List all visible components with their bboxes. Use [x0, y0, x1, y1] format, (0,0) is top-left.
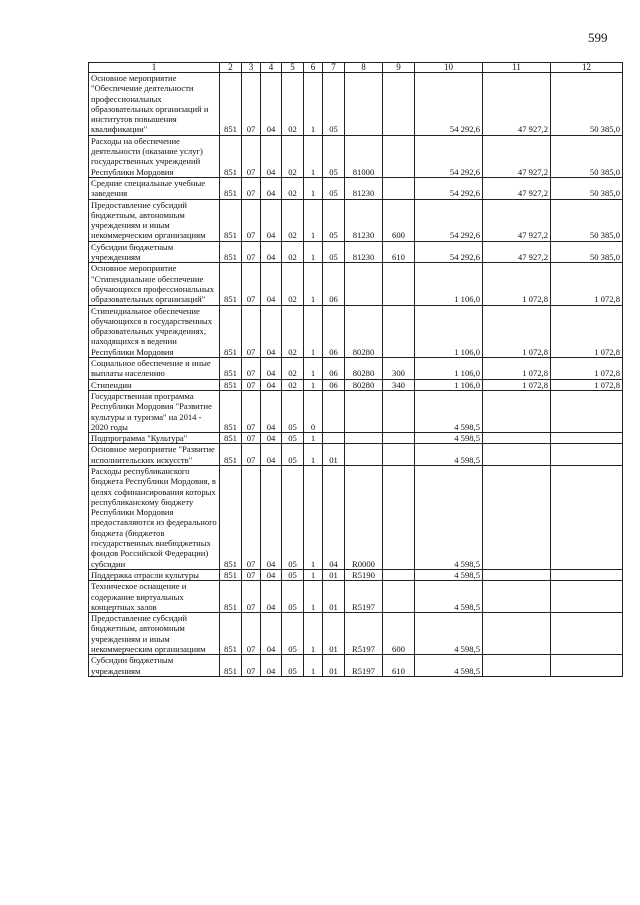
- subprogram-cell: 0: [304, 390, 323, 432]
- direction-cell: [345, 433, 383, 444]
- subsection-cell: 04: [261, 569, 282, 580]
- column-header: 9: [383, 63, 415, 73]
- row-name-cell: Субсидии бюджетным учреждениям: [89, 655, 220, 677]
- expense-type-cell: [383, 73, 415, 136]
- program-cell: 02: [282, 73, 304, 136]
- subprogram-cell: 1: [304, 263, 323, 305]
- direction-cell: R5197: [345, 655, 383, 677]
- subprogram-cell: 1: [304, 73, 323, 136]
- amount-2020-cell: 50 385,0: [551, 241, 623, 263]
- subprogram-cell: 1: [304, 569, 323, 580]
- amount-2018-cell: 1 106,0: [415, 379, 483, 390]
- table-row: [89, 613, 623, 655]
- row-name-cell: Социальное обеспечение и иные выплаты населению: [89, 358, 220, 380]
- expense-type-cell: [383, 305, 415, 357]
- table-body: [89, 73, 623, 677]
- direction-cell: R5197: [345, 613, 383, 655]
- program-cell: 02: [282, 135, 304, 177]
- subsection-cell: 04: [261, 358, 282, 380]
- table-row: [89, 465, 623, 569]
- amount-2019-cell: [483, 581, 551, 613]
- column-header: 6: [304, 63, 323, 73]
- amount-2018-cell: 4 598,5: [415, 613, 483, 655]
- event-cell: 06: [323, 305, 345, 357]
- grbs-cell: 851: [220, 390, 242, 432]
- column-header: 8: [345, 63, 383, 73]
- amount-2019-cell: 47 927,2: [483, 135, 551, 177]
- grbs-cell: 851: [220, 613, 242, 655]
- subprogram-cell: 1: [304, 613, 323, 655]
- row-name-cell: Поддержка отрасли культуры: [89, 569, 220, 580]
- event-cell: 01: [323, 613, 345, 655]
- row-name-cell: Основное мероприятие "Обеспечение деятельности профессиональных образовательных организаций и институтов повышения квалификации": [89, 73, 220, 136]
- amount-2020-cell: [551, 465, 623, 569]
- subprogram-cell: 1: [304, 305, 323, 357]
- expense-type-cell: [383, 135, 415, 177]
- expense-type-cell: 300: [383, 358, 415, 380]
- amount-2018-cell: 54 292,6: [415, 177, 483, 199]
- table-row: [89, 379, 623, 390]
- section-cell: 07: [242, 465, 261, 569]
- amount-2019-cell: 47 927,2: [483, 241, 551, 263]
- section-cell: 07: [242, 379, 261, 390]
- direction-cell: R5190: [345, 569, 383, 580]
- direction-cell: R0000: [345, 465, 383, 569]
- subprogram-cell: 1: [304, 433, 323, 444]
- expense-type-cell: 600: [383, 613, 415, 655]
- amount-2018-cell: 1 106,0: [415, 263, 483, 305]
- amount-2020-cell: 50 385,0: [551, 177, 623, 199]
- amount-2020-cell: [551, 390, 623, 432]
- section-cell: 07: [242, 444, 261, 466]
- event-cell: 06: [323, 379, 345, 390]
- amount-2019-cell: 47 927,2: [483, 199, 551, 241]
- amount-2018-cell: 54 292,6: [415, 199, 483, 241]
- header-row: [89, 63, 623, 73]
- row-name-cell: Предоставление субсидий бюджетным, автономным учреждениям и иным некоммерческим организациям: [89, 199, 220, 241]
- amount-2019-cell: [483, 613, 551, 655]
- subsection-cell: 04: [261, 655, 282, 677]
- amount-2019-cell: [483, 569, 551, 580]
- amount-2020-cell: 1 072,8: [551, 263, 623, 305]
- event-cell: 05: [323, 177, 345, 199]
- grbs-cell: 851: [220, 444, 242, 466]
- grbs-cell: 851: [220, 379, 242, 390]
- amount-2020-cell: [551, 444, 623, 466]
- direction-cell: 81230: [345, 241, 383, 263]
- amount-2018-cell: 1 106,0: [415, 358, 483, 380]
- amount-2018-cell: 4 598,5: [415, 569, 483, 580]
- column-header: 12: [551, 63, 623, 73]
- subsection-cell: 04: [261, 444, 282, 466]
- amount-2019-cell: 1 072,8: [483, 358, 551, 380]
- expense-type-cell: [383, 433, 415, 444]
- amount-2018-cell: 4 598,5: [415, 581, 483, 613]
- column-header: 3: [242, 63, 261, 73]
- program-cell: 02: [282, 305, 304, 357]
- program-cell: 05: [282, 465, 304, 569]
- table-row: [89, 569, 623, 580]
- row-name-cell: Стипендиальное обеспечение обучающихся в государственных образовательных учреждениях, находящихся в ведении Республики Мордовия: [89, 305, 220, 357]
- grbs-cell: 851: [220, 358, 242, 380]
- subprogram-cell: 1: [304, 655, 323, 677]
- amount-2020-cell: [551, 569, 623, 580]
- row-name-cell: Стипендии: [89, 379, 220, 390]
- table-row: [89, 199, 623, 241]
- grbs-cell: 851: [220, 655, 242, 677]
- direction-cell: [345, 263, 383, 305]
- amount-2019-cell: [483, 444, 551, 466]
- section-cell: 07: [242, 613, 261, 655]
- table-row: [89, 263, 623, 305]
- subsection-cell: 04: [261, 177, 282, 199]
- grbs-cell: 851: [220, 177, 242, 199]
- grbs-cell: 851: [220, 263, 242, 305]
- expense-type-cell: [383, 581, 415, 613]
- amount-2018-cell: 4 598,5: [415, 433, 483, 444]
- section-cell: 07: [242, 433, 261, 444]
- amount-2020-cell: 50 385,0: [551, 135, 623, 177]
- row-name-cell: Подпрограмма "Культура": [89, 433, 220, 444]
- section-cell: 07: [242, 135, 261, 177]
- section-cell: 07: [242, 305, 261, 357]
- direction-cell: 80280: [345, 379, 383, 390]
- event-cell: 01: [323, 581, 345, 613]
- table-row: [89, 655, 623, 677]
- program-cell: 02: [282, 199, 304, 241]
- column-header: 11: [483, 63, 551, 73]
- amount-2019-cell: [483, 433, 551, 444]
- column-header: 5: [282, 63, 304, 73]
- expense-type-cell: [383, 444, 415, 466]
- event-cell: 06: [323, 263, 345, 305]
- subprogram-cell: 1: [304, 241, 323, 263]
- section-cell: 07: [242, 199, 261, 241]
- amount-2018-cell: 4 598,5: [415, 655, 483, 677]
- amount-2020-cell: 1 072,8: [551, 379, 623, 390]
- grbs-cell: 851: [220, 73, 242, 136]
- direction-cell: [345, 73, 383, 136]
- amount-2019-cell: [483, 465, 551, 569]
- subprogram-cell: 1: [304, 199, 323, 241]
- event-cell: 01: [323, 569, 345, 580]
- grbs-cell: 851: [220, 241, 242, 263]
- budget-table: [88, 62, 623, 677]
- program-cell: 05: [282, 390, 304, 432]
- program-cell: 02: [282, 263, 304, 305]
- amount-2018-cell: 4 598,5: [415, 390, 483, 432]
- expense-type-cell: 610: [383, 241, 415, 263]
- grbs-cell: 851: [220, 433, 242, 444]
- table-row: [89, 73, 623, 136]
- event-cell: 05: [323, 73, 345, 136]
- expense-type-cell: [383, 177, 415, 199]
- subsection-cell: 04: [261, 305, 282, 357]
- table-row: [89, 358, 623, 380]
- amount-2018-cell: 54 292,6: [415, 241, 483, 263]
- table-row: [89, 241, 623, 263]
- section-cell: 07: [242, 241, 261, 263]
- expense-type-cell: 600: [383, 199, 415, 241]
- amount-2020-cell: 50 385,0: [551, 73, 623, 136]
- subsection-cell: 04: [261, 263, 282, 305]
- table-row: [89, 390, 623, 432]
- section-cell: 07: [242, 263, 261, 305]
- table-row: [89, 444, 623, 466]
- section-cell: 07: [242, 177, 261, 199]
- column-header: 1: [89, 63, 220, 73]
- amount-2019-cell: 1 072,8: [483, 305, 551, 357]
- section-cell: 07: [242, 655, 261, 677]
- subsection-cell: 04: [261, 73, 282, 136]
- subsection-cell: 04: [261, 199, 282, 241]
- amount-2018-cell: 4 598,5: [415, 444, 483, 466]
- event-cell: [323, 390, 345, 432]
- row-name-cell: Расходы республиканского бюджета Республики Мордовия, в целях софинансирования которых республиканскому бюджету Республики Мордовия предоставляются из федерального бюджета (бюджетов государственных внебюджетных фондов Российской Федерации) субсидии: [89, 465, 220, 569]
- subprogram-cell: 1: [304, 444, 323, 466]
- row-name-cell: Основное мероприятие "Стипендиальное обеспечение обучающихся профессиональных образовательных организаций": [89, 263, 220, 305]
- direction-cell: R5197: [345, 581, 383, 613]
- table-row: [89, 177, 623, 199]
- amount-2019-cell: 1 072,8: [483, 263, 551, 305]
- grbs-cell: 851: [220, 305, 242, 357]
- row-name-cell: Предоставление субсидий бюджетным, автономным учреждениям и иным некоммерческим организациям: [89, 613, 220, 655]
- program-cell: 02: [282, 241, 304, 263]
- event-cell: 04: [323, 465, 345, 569]
- subprogram-cell: 1: [304, 135, 323, 177]
- event-cell: 01: [323, 444, 345, 466]
- direction-cell: 80280: [345, 305, 383, 357]
- subsection-cell: 04: [261, 390, 282, 432]
- subsection-cell: 04: [261, 433, 282, 444]
- program-cell: 05: [282, 655, 304, 677]
- amount-2019-cell: [483, 655, 551, 677]
- subprogram-cell: 1: [304, 177, 323, 199]
- amount-2019-cell: 47 927,2: [483, 73, 551, 136]
- program-cell: 05: [282, 613, 304, 655]
- page-number: 599: [588, 30, 608, 45]
- grbs-cell: 851: [220, 465, 242, 569]
- amount-2019-cell: 1 072,8: [483, 379, 551, 390]
- amount-2020-cell: [551, 655, 623, 677]
- amount-2019-cell: 47 927,2: [483, 177, 551, 199]
- grbs-cell: 851: [220, 199, 242, 241]
- expense-type-cell: [383, 390, 415, 432]
- row-name-cell: Субсидии бюджетным учреждениям: [89, 241, 220, 263]
- event-cell: 05: [323, 241, 345, 263]
- column-header: 7: [323, 63, 345, 73]
- amount-2019-cell: [483, 390, 551, 432]
- subsection-cell: 04: [261, 379, 282, 390]
- grbs-cell: 851: [220, 581, 242, 613]
- section-cell: 07: [242, 569, 261, 580]
- program-cell: 02: [282, 379, 304, 390]
- amount-2020-cell: [551, 613, 623, 655]
- program-cell: 05: [282, 569, 304, 580]
- amount-2020-cell: [551, 581, 623, 613]
- direction-cell: 80280: [345, 358, 383, 380]
- row-name-cell: Средние специальные учебные заведения: [89, 177, 220, 199]
- subsection-cell: 04: [261, 135, 282, 177]
- subsection-cell: 04: [261, 581, 282, 613]
- subprogram-cell: 1: [304, 358, 323, 380]
- program-cell: 02: [282, 177, 304, 199]
- section-cell: 07: [242, 390, 261, 432]
- expense-type-cell: 340: [383, 379, 415, 390]
- direction-cell: [345, 390, 383, 432]
- column-header: 2: [220, 63, 242, 73]
- program-cell: 02: [282, 358, 304, 380]
- subsection-cell: 04: [261, 241, 282, 263]
- subsection-cell: 04: [261, 613, 282, 655]
- row-name-cell: Основное мероприятие "Развитие исполнительских искусств": [89, 444, 220, 466]
- program-cell: 05: [282, 581, 304, 613]
- direction-cell: 81230: [345, 199, 383, 241]
- expense-type-cell: [383, 465, 415, 569]
- column-header: 4: [261, 63, 282, 73]
- section-cell: 07: [242, 358, 261, 380]
- grbs-cell: 851: [220, 569, 242, 580]
- section-cell: 07: [242, 581, 261, 613]
- grbs-cell: 851: [220, 135, 242, 177]
- event-cell: 01: [323, 655, 345, 677]
- expense-type-cell: 610: [383, 655, 415, 677]
- direction-cell: 81230: [345, 177, 383, 199]
- amount-2020-cell: 1 072,8: [551, 305, 623, 357]
- direction-cell: 81000: [345, 135, 383, 177]
- event-cell: 06: [323, 358, 345, 380]
- amount-2020-cell: 1 072,8: [551, 358, 623, 380]
- row-name-cell: Государственная программа Республики Мордовия "Развитие культуры и туризма" на 2014 - 2020 годы: [89, 390, 220, 432]
- amount-2018-cell: 54 292,6: [415, 135, 483, 177]
- event-cell: [323, 433, 345, 444]
- program-cell: 05: [282, 433, 304, 444]
- amount-2020-cell: 50 385,0: [551, 199, 623, 241]
- expense-type-cell: [383, 263, 415, 305]
- column-header: 10: [415, 63, 483, 73]
- row-name-cell: Техническое оснащение и содержание виртуальных концертных залов: [89, 581, 220, 613]
- section-cell: 07: [242, 73, 261, 136]
- program-cell: 05: [282, 444, 304, 466]
- row-name-cell: Расходы на обеспечение деятельности (оказание услуг) государственных учреждений Республики Мордовия: [89, 135, 220, 177]
- direction-cell: [345, 444, 383, 466]
- expense-type-cell: [383, 569, 415, 580]
- subprogram-cell: 1: [304, 465, 323, 569]
- table-row: [89, 305, 623, 357]
- amount-2018-cell: 54 292,6: [415, 73, 483, 136]
- table-row: [89, 135, 623, 177]
- subprogram-cell: 1: [304, 379, 323, 390]
- amount-2020-cell: [551, 433, 623, 444]
- subprogram-cell: 1: [304, 581, 323, 613]
- amount-2018-cell: 4 598,5: [415, 465, 483, 569]
- table-row: [89, 581, 623, 613]
- event-cell: 05: [323, 135, 345, 177]
- subsection-cell: 04: [261, 465, 282, 569]
- table-row: [89, 433, 623, 444]
- event-cell: 05: [323, 199, 345, 241]
- amount-2018-cell: 1 106,0: [415, 305, 483, 357]
